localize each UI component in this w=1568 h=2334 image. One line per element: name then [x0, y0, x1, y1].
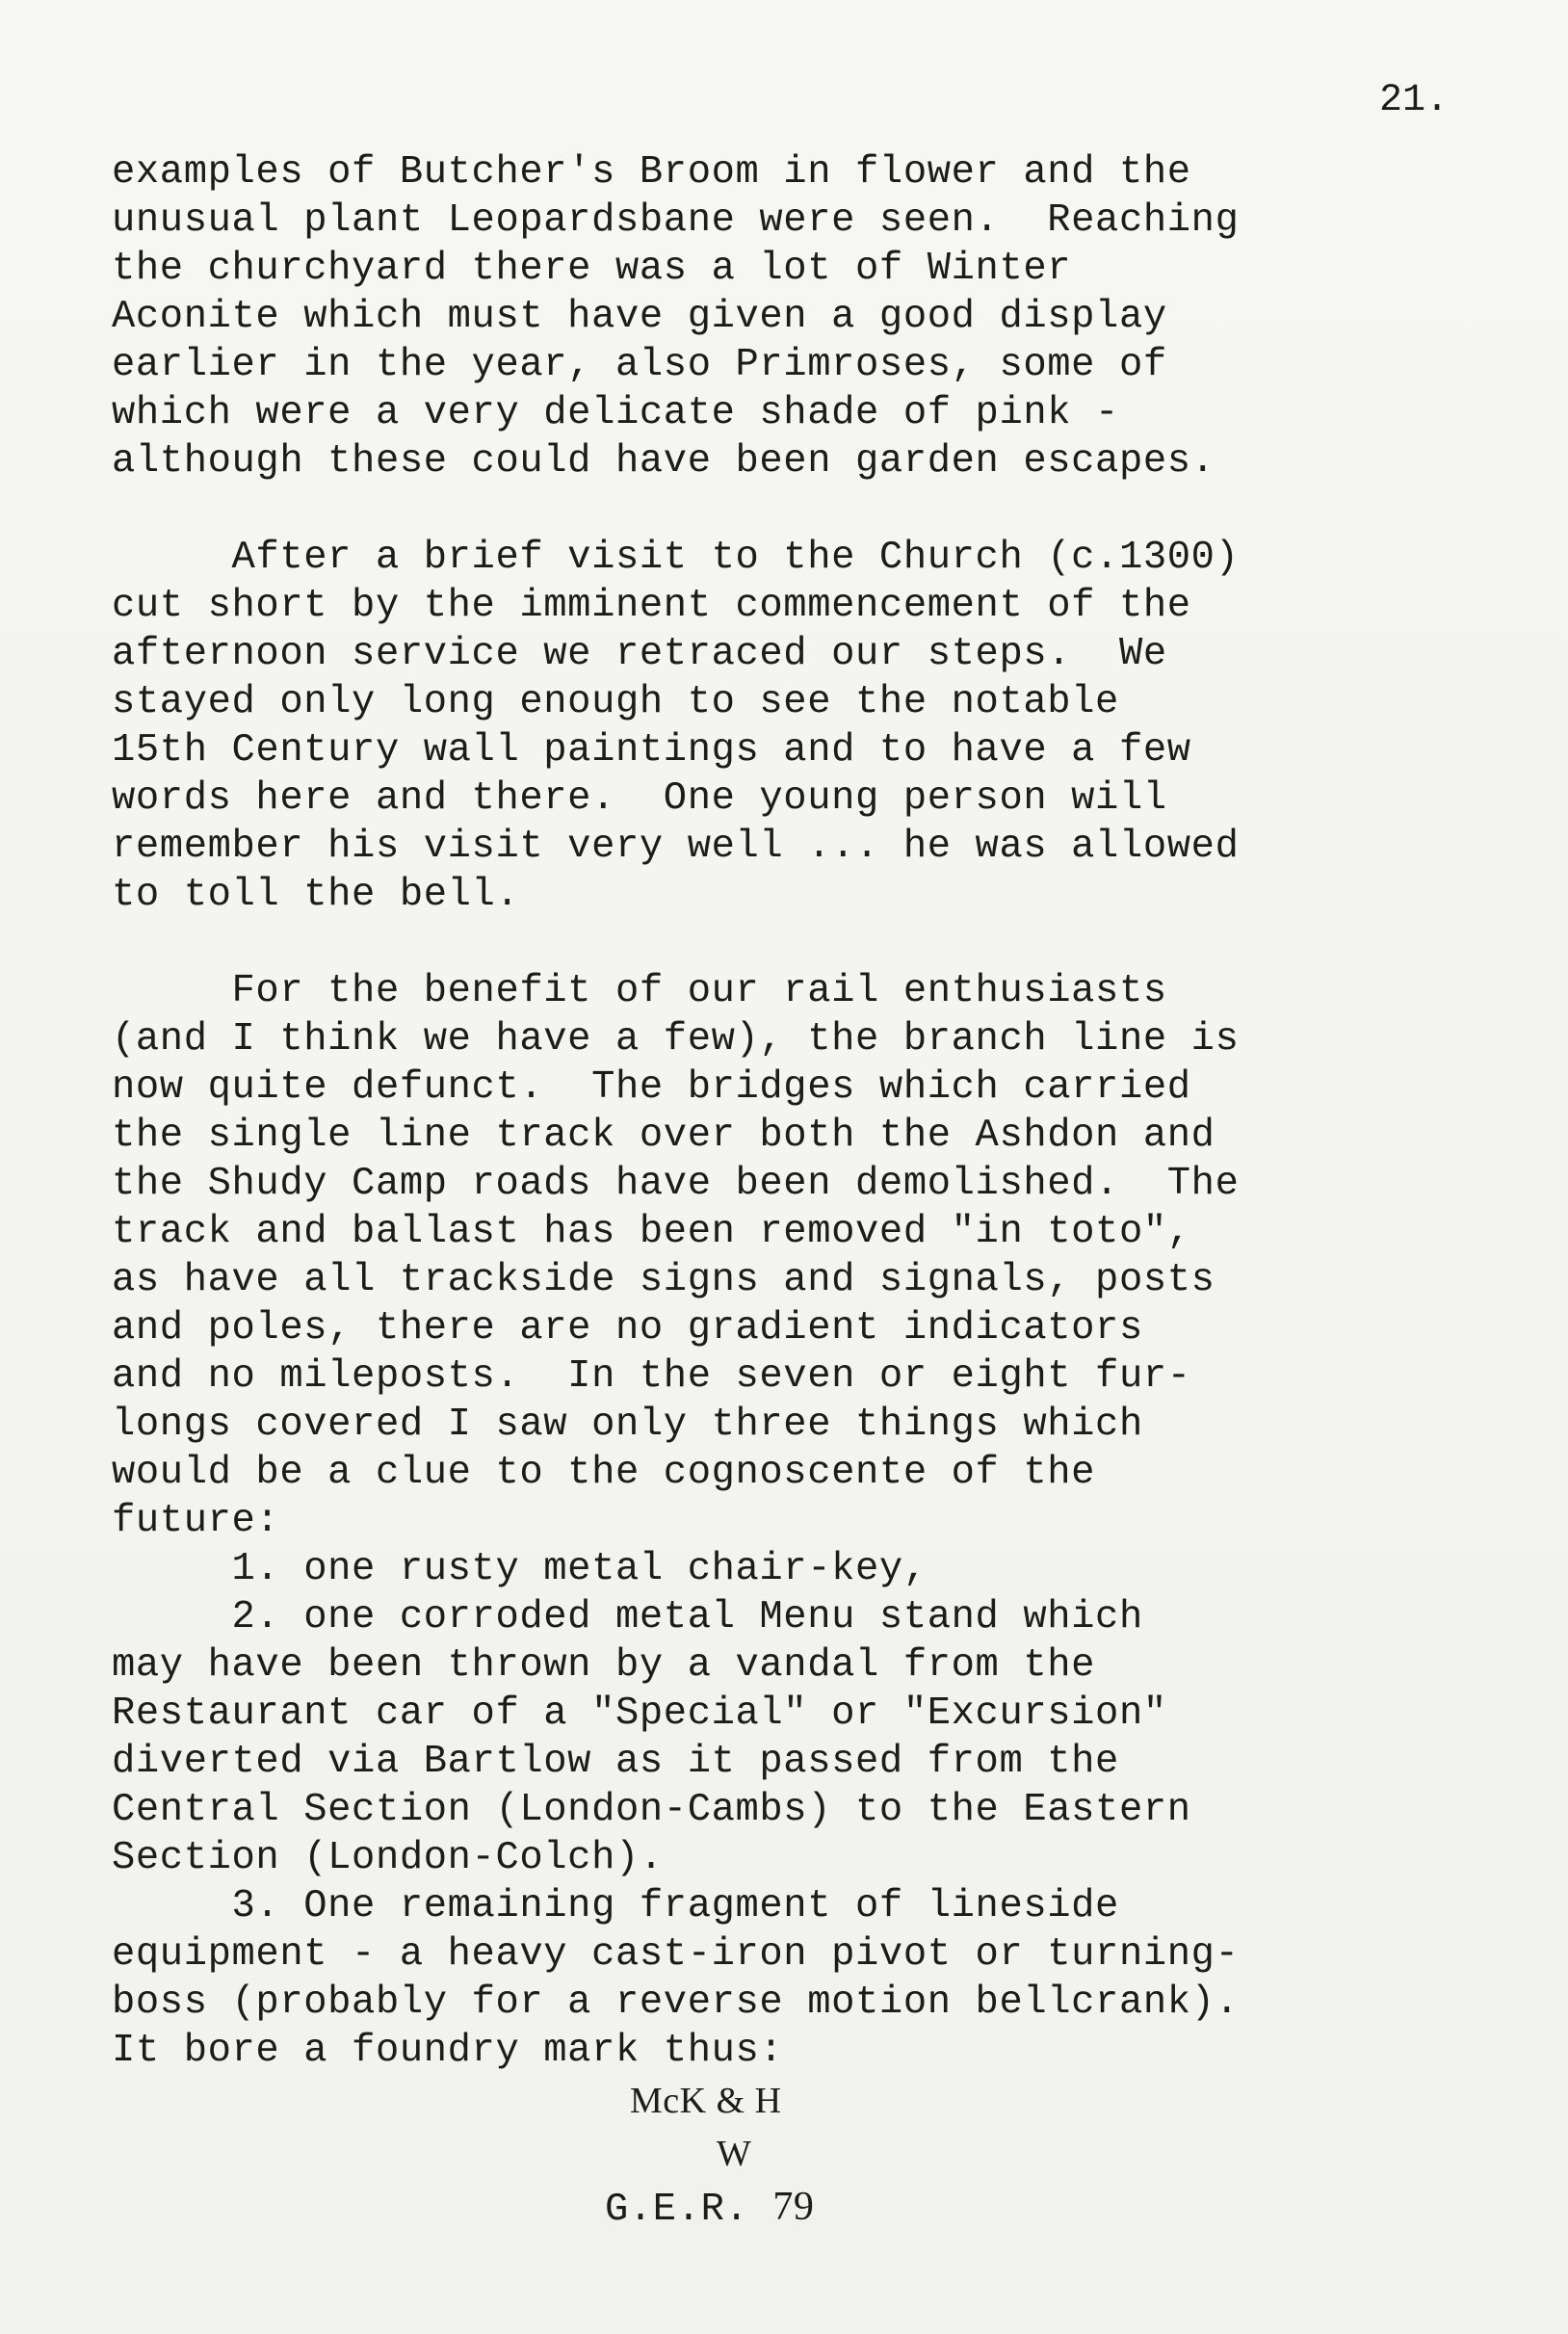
text-line: although these could have been garden escapes.: [112, 439, 1215, 484]
foundry-mark-line: [112, 2181, 1537, 2234]
text-line: longs covered I saw only three things which: [112, 1403, 1143, 1447]
text-line: Restaurant car of a "Special" or "Excursion": [112, 1691, 1167, 1736]
text-line: After a brief visit to the Church (c.1300): [112, 536, 1240, 580]
text-line: which were a very delicate shade of pink -: [112, 391, 1119, 435]
text-line: and poles, there are no gradient indicators: [112, 1306, 1143, 1351]
text-line: diverted via Bartlow as it passed from the: [112, 1740, 1119, 1784]
foundry-mark: [112, 2075, 1537, 2234]
text-line: and no mileposts. In the seven or eight fur-: [112, 1354, 1191, 1399]
list-item: 2. one corroded metal Menu stand which: [112, 1595, 1143, 1639]
text-line: now quite defunct. The bridges which carried: [112, 1065, 1191, 1110]
text-line: track and ballast has been removed "in toto",: [112, 1210, 1191, 1254]
text-line: words here and there. One young person will: [112, 776, 1167, 821]
text-line: 15th Century wall paintings and to have a few: [112, 728, 1191, 773]
text-line: For the benefit of our rail enthusiasts: [112, 969, 1167, 1013]
text-line: (and I think we have a few), the branch line is: [112, 1017, 1240, 1062]
page-number: 21.: [1379, 79, 1450, 122]
text-line: as have all trackside signs and signals, posts: [112, 1258, 1215, 1302]
foundry-mark-line: W: [717, 2134, 752, 2174]
text-line: It bore a foundry mark thus:: [112, 2029, 784, 2073]
list-item: 3. One remaining fragment of lineside: [112, 1884, 1119, 1928]
text-line: would be a clue to the cognoscente of the: [112, 1451, 1096, 1495]
paragraph-gap: [112, 919, 1537, 967]
text-line: the single line track over both the Ashdon and: [112, 1114, 1215, 1158]
foundry-mark-prefix: G.E.R.: [605, 2188, 773, 2232]
text-line: examples of Butcher's Broom in flower and the: [112, 150, 1191, 195]
text-line: equipment - a heavy cast-iron pivot or turning-: [112, 1932, 1240, 1977]
list-item: 1. one rusty metal chair-key,: [112, 1547, 928, 1591]
text-line: to toll the bell.: [112, 873, 520, 917]
text-line: Section (London-Colch).: [112, 1836, 664, 1880]
text-line: future:: [112, 1499, 280, 1543]
text-line: cut short by the imminent commencement of the: [112, 584, 1191, 628]
text-line: Central Section (London-Cambs) to the Eastern: [112, 1788, 1191, 1832]
body-text: [112, 148, 1537, 2234]
foundry-mark-line: McK & H: [630, 2081, 782, 2121]
text-line: Aconite which must have given a good display: [112, 295, 1167, 339]
foundry-mark-number: 79: [772, 2185, 815, 2229]
text-line: may have been thrown by a vandal from the: [112, 1643, 1096, 1688]
text-line: remember his visit very well ... he was allowed: [112, 825, 1240, 869]
text-line: unusual plant Leopardsbane were seen. Reaching: [112, 198, 1240, 243]
text-line: the Shudy Camp roads have been demolished. The: [112, 1162, 1240, 1206]
text-line: stayed only long enough to see the notable: [112, 680, 1119, 724]
paragraph-gap: [112, 485, 1537, 534]
text-line: boss (probably for a reverse motion bellcrank).: [112, 1980, 1240, 2025]
text-line: earlier in the year, also Primroses, some of: [112, 343, 1167, 387]
text-line: afternoon service we retraced our steps. We: [112, 632, 1167, 676]
text-line: the churchyard there was a lot of Winter: [112, 247, 1072, 291]
